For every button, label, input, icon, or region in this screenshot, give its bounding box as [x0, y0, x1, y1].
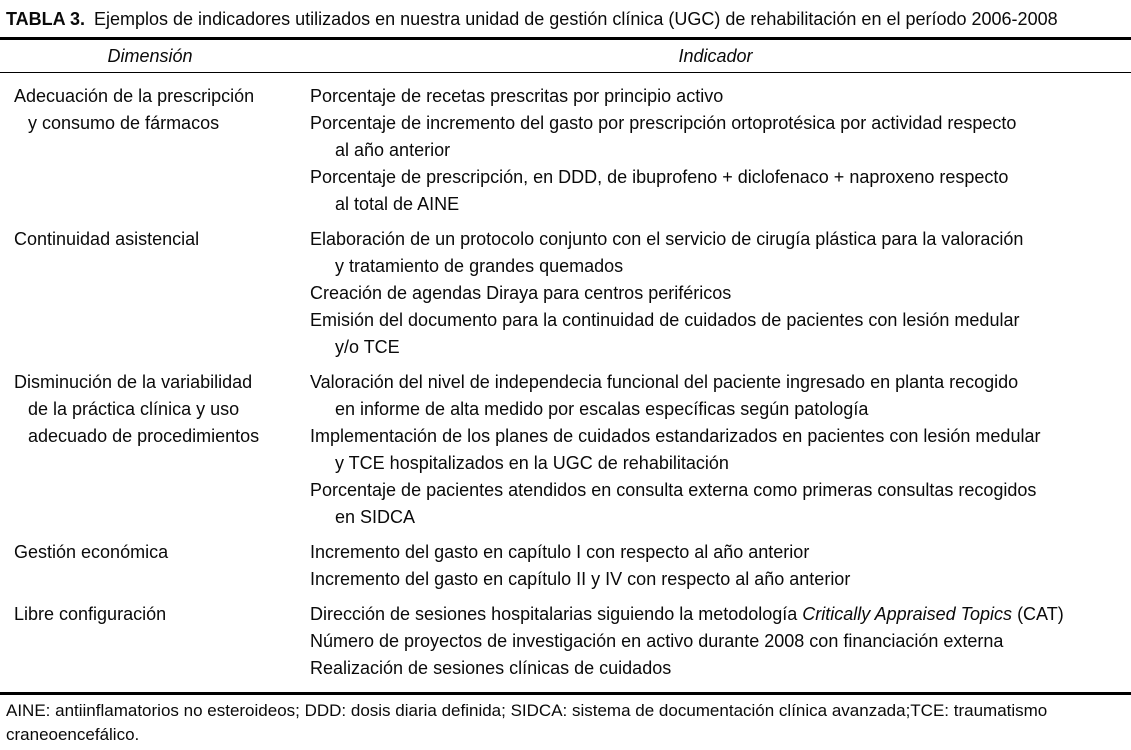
dimension-label: Adecuación de la prescripción	[14, 86, 255, 106]
indicator-text: Creación de agendas Diraya para centros periféricos	[310, 283, 732, 303]
indicator-text: Incremento del gasto en capítulo I con respecto al año anterior	[310, 542, 810, 562]
indicator-text: Incremento del gasto en capítulo II y IV con respecto al año anterior	[310, 569, 851, 589]
dimension-label: adecuado de procedimientos	[28, 426, 260, 446]
table-number-label: TABLA 3.	[6, 9, 85, 29]
indicator-cell	[300, 601, 1131, 682]
footnote-line: AINE: antiinflamatorios no esteroideos; DDD: dosis diaria definida; SIDCA: sistema de documentación clínica avanzada;TCE: traumatismo	[6, 701, 1048, 720]
indicator-item	[300, 226, 1131, 280]
indicator-text: al año anterior	[335, 140, 451, 160]
indicator-item	[300, 539, 1131, 566]
dimension-label: Continuidad asistencial	[14, 229, 200, 249]
indicator-item	[300, 164, 1131, 218]
indicator-text: en SIDCA	[335, 507, 416, 527]
indicator-item	[300, 655, 1131, 682]
indicator-cell	[300, 369, 1131, 531]
table-title	[0, 0, 1131, 30]
indicator-text: Porcentaje de prescripción, en DDD, de ibuprofeno + diclofenaco + naproxeno respecto	[310, 167, 1009, 187]
indicator-text: en informe de alta medido por escalas específicas según patología	[335, 399, 869, 419]
table-caption: Ejemplos de indicadores utilizados en nuestra unidad de gestión clínica (UGC) de rehabilitación en el período 2006-2008	[94, 9, 1058, 29]
indicator-text: Implementación de los planes de cuidados estandarizados en pacientes con lesión medular	[310, 426, 1041, 446]
indicator-text: y/o TCE	[335, 337, 400, 357]
dimension-label: Libre configuración	[14, 604, 167, 624]
indicator-text: Dirección de sesiones hospitalarias siguiendo la metodología Critically Appraised Topics (CAT)	[310, 604, 1064, 624]
indicator-text: al total de AINE	[335, 194, 460, 214]
table-row	[0, 83, 1131, 218]
indicator-text: y tratamiento de grandes quemados	[335, 256, 624, 276]
dimension-label: Disminución de la variabilidad	[14, 372, 253, 392]
table-body	[0, 73, 1131, 682]
table-row	[0, 226, 1131, 361]
indicator-text: Porcentaje de recetas prescritas por principio activo	[310, 86, 724, 106]
indicator-item	[300, 477, 1131, 531]
indicator-cell	[300, 226, 1131, 361]
table-row	[0, 369, 1131, 531]
indicator-item	[300, 601, 1131, 628]
indicator-item	[300, 566, 1131, 593]
indicator-item	[300, 628, 1131, 655]
footnote	[6, 699, 1047, 747]
dimension-cell	[0, 539, 300, 593]
table-row	[0, 601, 1131, 682]
indicator-cell	[300, 539, 1131, 593]
indicator-text: Porcentaje de pacientes atendidos en consulta externa como primeras consultas recogidos	[310, 480, 1037, 500]
indicator-text: Porcentaje de incremento del gasto por prescripción ortoprotésica por actividad respecto	[310, 113, 1017, 133]
indicator-text: Elaboración de un protocolo conjunto con el servicio de cirugía plástica para la valoración	[310, 229, 1024, 249]
indicator-item	[300, 110, 1131, 164]
indicator-item	[300, 423, 1131, 477]
indicator-item	[300, 307, 1131, 361]
bottom-rule	[0, 692, 1131, 695]
dimension-label: y consumo de fármacos	[28, 113, 220, 133]
dimension-cell	[0, 83, 300, 218]
dimension-cell	[0, 369, 300, 531]
indicator-item	[300, 83, 1131, 110]
dimension-cell	[0, 226, 300, 361]
indicator-text: Valoración del nivel de independecia funcional del paciente ingresado en planta recogido	[310, 372, 1019, 392]
dimension-label: de la práctica clínica y uso	[28, 399, 240, 419]
indicator-cell	[300, 83, 1131, 218]
dimension-label: Gestión económica	[14, 542, 169, 562]
header-dimension: Dimensión	[107, 45, 193, 66]
indicator-text: Emisión del documento para la continuidad de cuidados de pacientes con lesión medular	[310, 310, 1020, 330]
indicator-text: y TCE hospitalizados en la UGC de rehabilitación	[335, 453, 729, 473]
header-indicator: Indicador	[678, 45, 753, 66]
column-header-row	[0, 40, 1131, 72]
footnote-line: craneoencefálico.	[6, 725, 140, 744]
indicator-item	[300, 280, 1131, 307]
indicator-item	[300, 369, 1131, 423]
indicator-text: Número de proyectos de investigación en activo durante 2008 con financiación externa	[310, 631, 1004, 651]
table-row	[0, 539, 1131, 593]
indicator-text: Realización de sesiones clínicas de cuidados	[310, 658, 672, 678]
dimension-cell	[0, 601, 300, 682]
